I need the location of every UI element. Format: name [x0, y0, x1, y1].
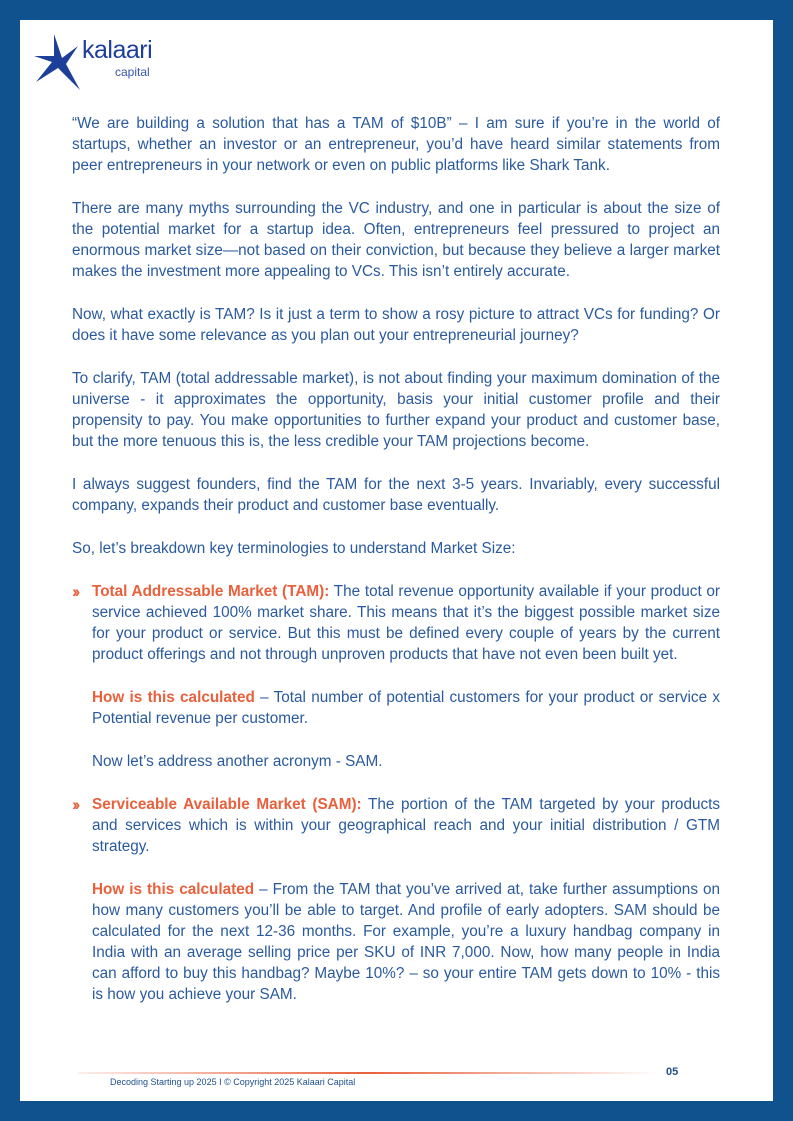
- chevron-double-right-icon: ››: [72, 582, 78, 601]
- sam-definition: The portion of the TAM targeted by your products and services which is within your geographical reach and your initial distribution / GTM strategy.: [92, 796, 721, 855]
- article-body: [72, 113, 720, 1027]
- tam-section: [72, 581, 720, 772]
- sam-calc-label: How is this calculated: [92, 881, 255, 898]
- paragraph: There are many myths surrounding the VC industry, and one in particular is about the size of the potential market for a startup idea. Often, entrepreneurs feel pressured to project an enormous market size—not based on their conviction, but because they believe a larger market makes the investment more appealing to VCs. This isn’t entirely accurate.: [72, 200, 720, 280]
- kalaari-logo: [32, 32, 162, 92]
- tam-definition: The total revenue opportunity available if your product or service achieved 100% market share. This means that it’s the biggest possible market size for your product or service. But this must be defined every couple of years by the current product offerings and not through unproven products that have not even been built yet.: [92, 583, 720, 663]
- tam-title: Total Addressable Market (TAM):: [92, 583, 330, 600]
- footer-copyright: Decoding Starting up 2025 I © Copyright 2025 Kalaari Capital: [110, 1077, 356, 1087]
- logo-subtitle: capital: [115, 65, 150, 79]
- chevron-double-right-icon: ››: [72, 795, 78, 814]
- logo-name: kalaari: [82, 36, 153, 64]
- tam-calc-text: – Total number of potential customers for your product or service x Potential revenue per customer.: [92, 689, 720, 727]
- sam-section: [72, 794, 720, 1005]
- page-number: 05: [666, 1066, 679, 1078]
- paragraph: To clarify, TAM (total addressable market), is not about finding your maximum domination of the universe - it approximates the opportunity, basis your initial customer profile and their propensity to pay. You make opportunities to further expand your product and customer base, but the more tenuous this is, the less credible your TAM projections become.: [72, 370, 720, 450]
- paragraph: So, let’s breakdown key terminologies to understand Market Size:: [72, 540, 516, 557]
- document-page: [20, 20, 773, 1101]
- footer-divider: [78, 1072, 658, 1074]
- paragraph: I always suggest founders, find the TAM for the next 3-5 years. Invariably, every successful company, expands their product and customer base eventually.: [72, 476, 720, 514]
- paragraph: Now, what exactly is TAM? Is it just a term to show a rosy picture to attract VCs for funding? Or does it have some relevance as you plan out your entrepreneurial journey?: [72, 306, 720, 344]
- sam-title: Serviceable Available Market (SAM):: [92, 796, 362, 813]
- paragraph: “We are building a solution that has a TAM of $10B” – I am sure if you’re in the world of startups, whether an investor or an entrepreneur, you’d have heard similar statements from peer entrepreneurs in your network or even on public platforms like Shark Tank.: [72, 115, 720, 174]
- tam-next: Now let’s address another acronym - SAM.: [92, 753, 383, 770]
- sam-calc-text: – From the TAM that you’ve arrived at, take further assumptions on how many customers you’ll be able to target. And profile of early adopters. SAM should be calculated for the next 12-36 months. For example, you’re a luxury handbag company in India with an average selling price per SKU of INR 7,000. Now, how many people in India can afford to buy this handbag? Maybe 10%? – so your entire TAM gets down to 10% - this is how you achieve your SAM.: [92, 881, 720, 1003]
- tam-calc-label: How is this calculated: [92, 689, 255, 706]
